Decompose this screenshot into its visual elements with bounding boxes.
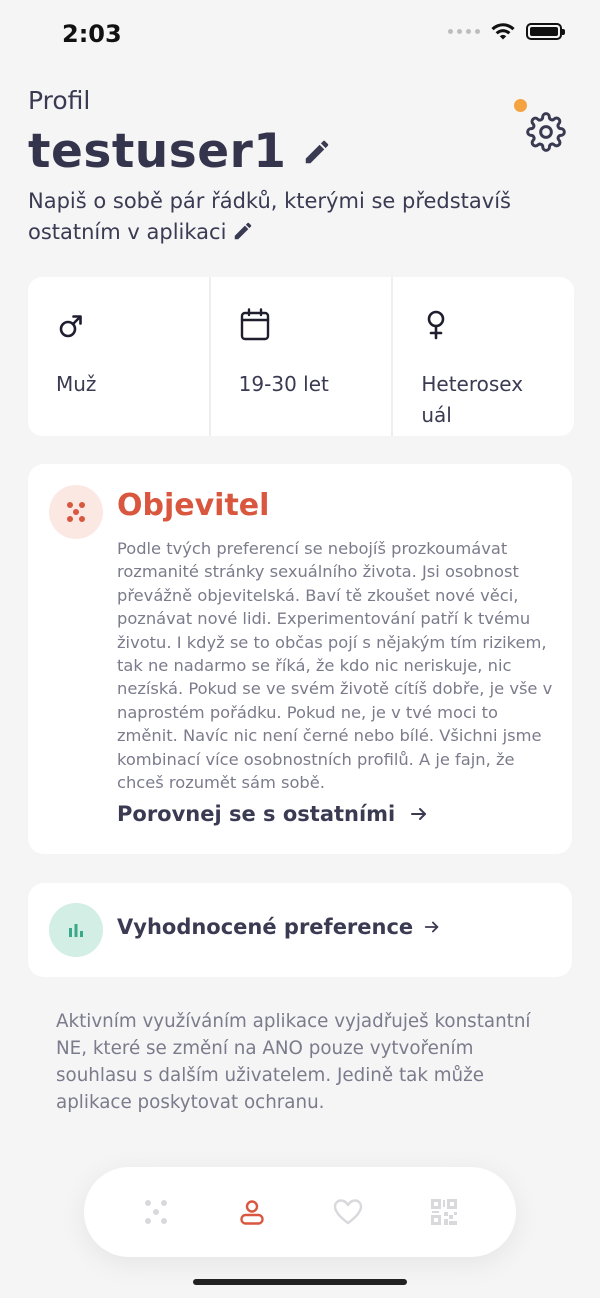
nav-item-discover[interactable] [136,1192,176,1232]
bio-text: Napiš o sobě pár řádků, kterými se představíš ostatním v aplikaci [28,189,511,244]
dots-icon [49,485,103,539]
nav-item-favorites[interactable] [328,1192,368,1232]
arrow-right-icon [409,804,429,824]
age-label: 19-30 let [238,372,329,396]
profile-type-title: Objevitel [117,488,270,523]
preferences-card[interactable] [28,883,572,977]
status-bar [0,0,600,70]
arrow-right-icon [423,918,441,936]
preferences-link[interactable] [117,915,441,939]
bottom-nav [84,1167,516,1257]
qr-code-icon [430,1198,458,1226]
status-time: 2:03 [62,20,122,48]
bio-section[interactable] [28,186,568,248]
preferences-link-label: Vyhodnocené preference [117,915,414,939]
profile-type-card [28,464,572,854]
nav-item-profile[interactable] [232,1192,272,1232]
status-icons [448,22,562,41]
orientation-cell[interactable] [391,277,574,436]
wifi-icon [490,22,516,41]
home-indicator [193,1279,407,1285]
bar-chart-icon [49,903,103,957]
consent-note: Aktivním využíváním aplikace vyjadřuješ konstantní NE, které se změní na ANO pouze vytvořením souhlasu s dalším uživatelem. Jedině tak může aplikace poskytovat ochranu. [56,1011,531,1113]
orientation-label: Heterosex uál [421,372,524,427]
edit-username-pencil-icon[interactable] [302,137,332,167]
gender-cell[interactable] [28,277,209,436]
page-label: Profil [28,86,91,115]
notification-dot [514,99,527,112]
profile-type-badge [49,485,103,539]
compare-link[interactable] [117,802,429,826]
profile-type-description: Podle tvých preferencí se nebojíš prozkoumávat rozmanité stránky sexuálního života. Jsi osobnost převážně objevitelská. Baví tě zkoušet nové věci, poznávat nové lidi. Experimentování patří k tvému životu. I když se to občas pojí s nějakým tím rizikem, tak ne nadarmo se říká, že kdo nic neriskuje, nic nezíská. Pokud se ve svém životě cítíš dobře, je vše v naprostém pořádku. Pokud ne, je v tvé moci to změnit. Navíc nic není černé nebo bílé. Všichni jsme kombinací více osobnostních profilů. A je fajn, že chceš rozumět sám sobě. [117,539,553,793]
username-row [28,124,332,179]
nav-item-qr[interactable] [424,1192,464,1232]
compare-link-label: Porovnej se s ostatními [117,802,396,826]
profile-icon [237,1197,267,1227]
gender-label: Muž [56,372,97,396]
male-icon [56,307,86,343]
edit-bio-pencil-icon[interactable] [232,220,254,242]
battery-icon [526,23,562,40]
preferences-badge [49,903,103,957]
username: testuser1 [28,124,287,179]
female-icon [421,307,451,343]
calendar-icon [239,307,271,343]
signal-icon [448,29,480,34]
settings-gear-icon[interactable] [526,112,566,152]
heart-icon [333,1198,363,1226]
age-cell[interactable] [209,277,392,436]
dots-icon [139,1195,173,1229]
info-card [28,277,574,436]
